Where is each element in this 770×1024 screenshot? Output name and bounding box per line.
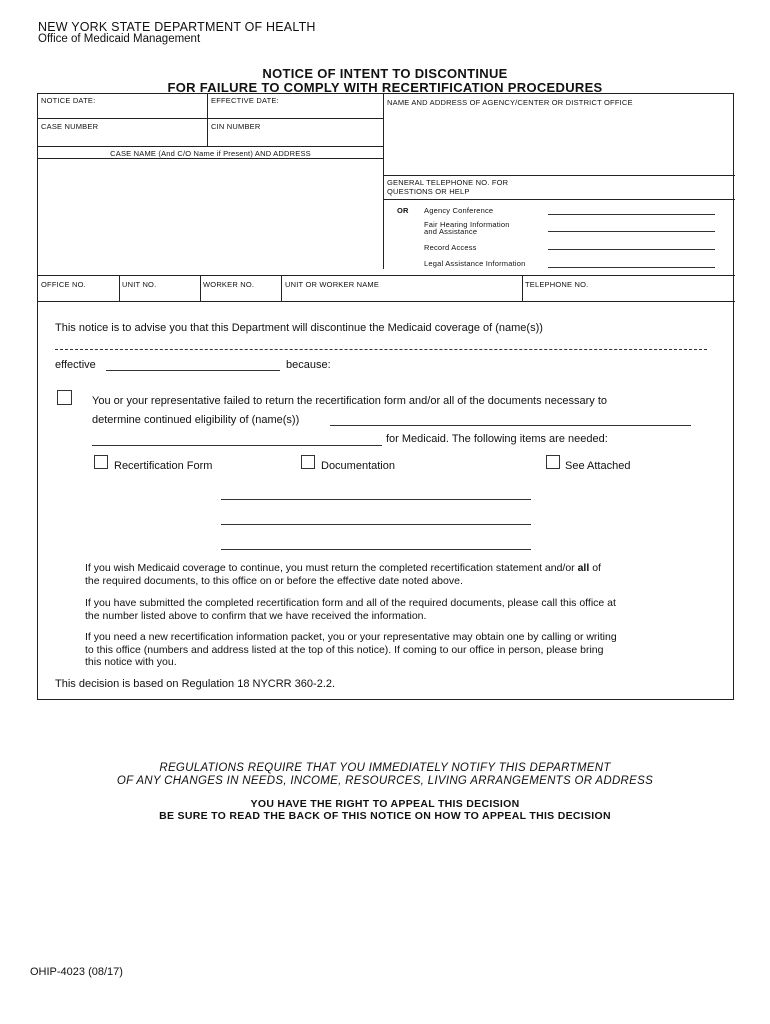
paragraph-continue-c: the required documents, to this office on or before the effective date noted above. <box>85 574 463 587</box>
legal-assistance-line[interactable] <box>548 267 715 268</box>
documentation-checkbox[interactable] <box>301 455 315 469</box>
divider <box>383 94 384 269</box>
telephone-no-label[interactable]: TELEPHONE NO. <box>525 280 589 289</box>
title-line-2: FOR FAILURE TO COMPLY WITH RECERTIFICATION PROCEDURES <box>167 80 603 95</box>
regulation-text: This decision is based on Regulation 18 NYCRR 360-2.2. <box>55 678 336 690</box>
divider <box>383 199 735 200</box>
see-attached-label: See Attached <box>565 460 631 472</box>
notice-date-label[interactable]: NOTICE DATE: <box>41 96 96 105</box>
fair-hearing-label-2: and Assistance <box>424 227 478 236</box>
paragraph-packet-b: to this office (numbers and address listed at the top of this notice). If coming to our office in person, please bring <box>85 643 604 656</box>
paragraph-submitted <box>85 597 725 622</box>
divider <box>200 275 201 301</box>
notify-line-1: REGULATIONS REQUIRE THAT YOU IMMEDIATELY NOTIFY THIS DEPARTMENT <box>159 762 611 774</box>
paragraph-packet-a: If you need a new recertification information packet, you or your representative may obtain one by calling or writing <box>85 631 617 643</box>
paragraph-packet <box>85 631 725 669</box>
paragraph-submitted-a: If you have submitted the completed recertification form and all of the required documents, please call this office at <box>85 597 616 609</box>
unit-worker-name-label[interactable]: UNIT OR WORKER NAME <box>285 280 380 289</box>
agency-conference-label: Agency Conference <box>424 206 494 215</box>
see-attached-checkbox[interactable] <box>546 455 560 469</box>
or-label: OR <box>397 206 409 215</box>
title-line-1: NOTICE OF INTENT TO DISCONTINUE <box>262 66 508 81</box>
needed-item-line[interactable] <box>221 499 531 500</box>
worker-no-label[interactable]: WORKER NO. <box>203 280 255 289</box>
divider <box>38 158 383 159</box>
needed-item-line[interactable] <box>221 524 531 525</box>
agency-conference-line[interactable] <box>548 214 715 215</box>
divider <box>38 118 383 119</box>
appeal-line-1: YOU HAVE THE RIGHT TO APPEAL THIS DECISION <box>250 798 520 810</box>
paragraph-submitted-b: the number listed above to confirm that we have received the information. <box>85 609 427 622</box>
case-name-label[interactable]: CASE NAME (And C/O Name if Present) AND ADDRESS <box>110 149 311 158</box>
record-access-line[interactable] <box>548 249 715 250</box>
paragraph-continue-a: If you wish Medicaid coverage to continue, you must return the completed recertification statement and/or <box>85 562 575 574</box>
intro-text: This notice is to advise you that this Department will discontinue the Medicaid coverage of (name(s)) <box>55 322 543 334</box>
agency-name: NEW YORK STATE DEPARTMENT OF HEALTH <box>38 20 316 34</box>
divider <box>281 275 282 301</box>
paragraph-continue-bold: all <box>577 562 590 574</box>
names-line[interactable] <box>55 349 707 350</box>
reason-line-3: for Medicaid. The following items are needed: <box>386 433 608 445</box>
form-code: OHIP-4023 (08/17) <box>30 966 123 978</box>
agency-address-label[interactable]: NAME AND ADDRESS OF AGENCY/CENTER OR DISTRICT OFFICE <box>387 98 633 107</box>
effective-date-line[interactable] <box>106 370 280 371</box>
case-number-label[interactable]: CASE NUMBER <box>41 122 99 131</box>
divider <box>207 94 208 146</box>
effective-text: effective <box>55 359 96 371</box>
general-phone-label-2: QUESTIONS OR HELP <box>387 187 470 196</box>
reason-checkbox[interactable] <box>57 390 72 405</box>
record-access-label: Record Access <box>424 243 477 252</box>
because-text: because: <box>286 359 331 371</box>
unit-no-label[interactable]: UNIT NO. <box>122 280 157 289</box>
paragraph-continue <box>85 562 725 587</box>
divider <box>38 146 383 147</box>
general-phone-label-1: GENERAL TELEPHONE NO. FOR <box>387 178 509 187</box>
reason-line-2: determine continued eligibility of (name(s)) <box>92 414 300 426</box>
eligibility-names-line-2[interactable] <box>92 445 382 446</box>
notice-form <box>37 93 734 700</box>
paragraph-continue-b: of <box>592 562 601 574</box>
office-name: Office of Medicaid Management <box>38 33 201 45</box>
notify-line-2: OF ANY CHANGES IN NEEDS, INCOME, RESOURCES, LIVING ARRANGEMENTS OR ADDRESS <box>116 775 654 787</box>
eligibility-names-line[interactable] <box>330 425 691 426</box>
legal-assistance-label: Legal Assistance Information <box>424 259 526 268</box>
divider <box>38 275 735 276</box>
documentation-label: Documentation <box>321 460 395 472</box>
fair-hearing-line[interactable] <box>548 231 715 232</box>
appeal-line-2: BE SURE TO READ THE BACK OF THIS NOTICE ON HOW TO APPEAL THIS DECISION <box>159 810 611 822</box>
divider <box>383 175 735 176</box>
cin-number-label[interactable]: CIN NUMBER <box>211 122 261 131</box>
needed-item-line[interactable] <box>221 549 531 550</box>
recert-form-checkbox[interactable] <box>94 455 108 469</box>
fair-hearing-label-1: Fair Hearing Information <box>424 220 510 229</box>
paragraph-packet-c: this notice with you. <box>85 656 177 668</box>
reason-line-1: You or your representative failed to return the recertification form and/or all of the documents necessary to <box>92 395 608 407</box>
office-no-label[interactable]: OFFICE NO. <box>41 280 86 289</box>
recert-form-label: Recertification Form <box>114 460 213 472</box>
effective-date-label[interactable]: EFFECTIVE DATE: <box>211 96 279 105</box>
divider <box>119 275 120 301</box>
divider <box>38 301 735 302</box>
divider <box>522 275 523 301</box>
